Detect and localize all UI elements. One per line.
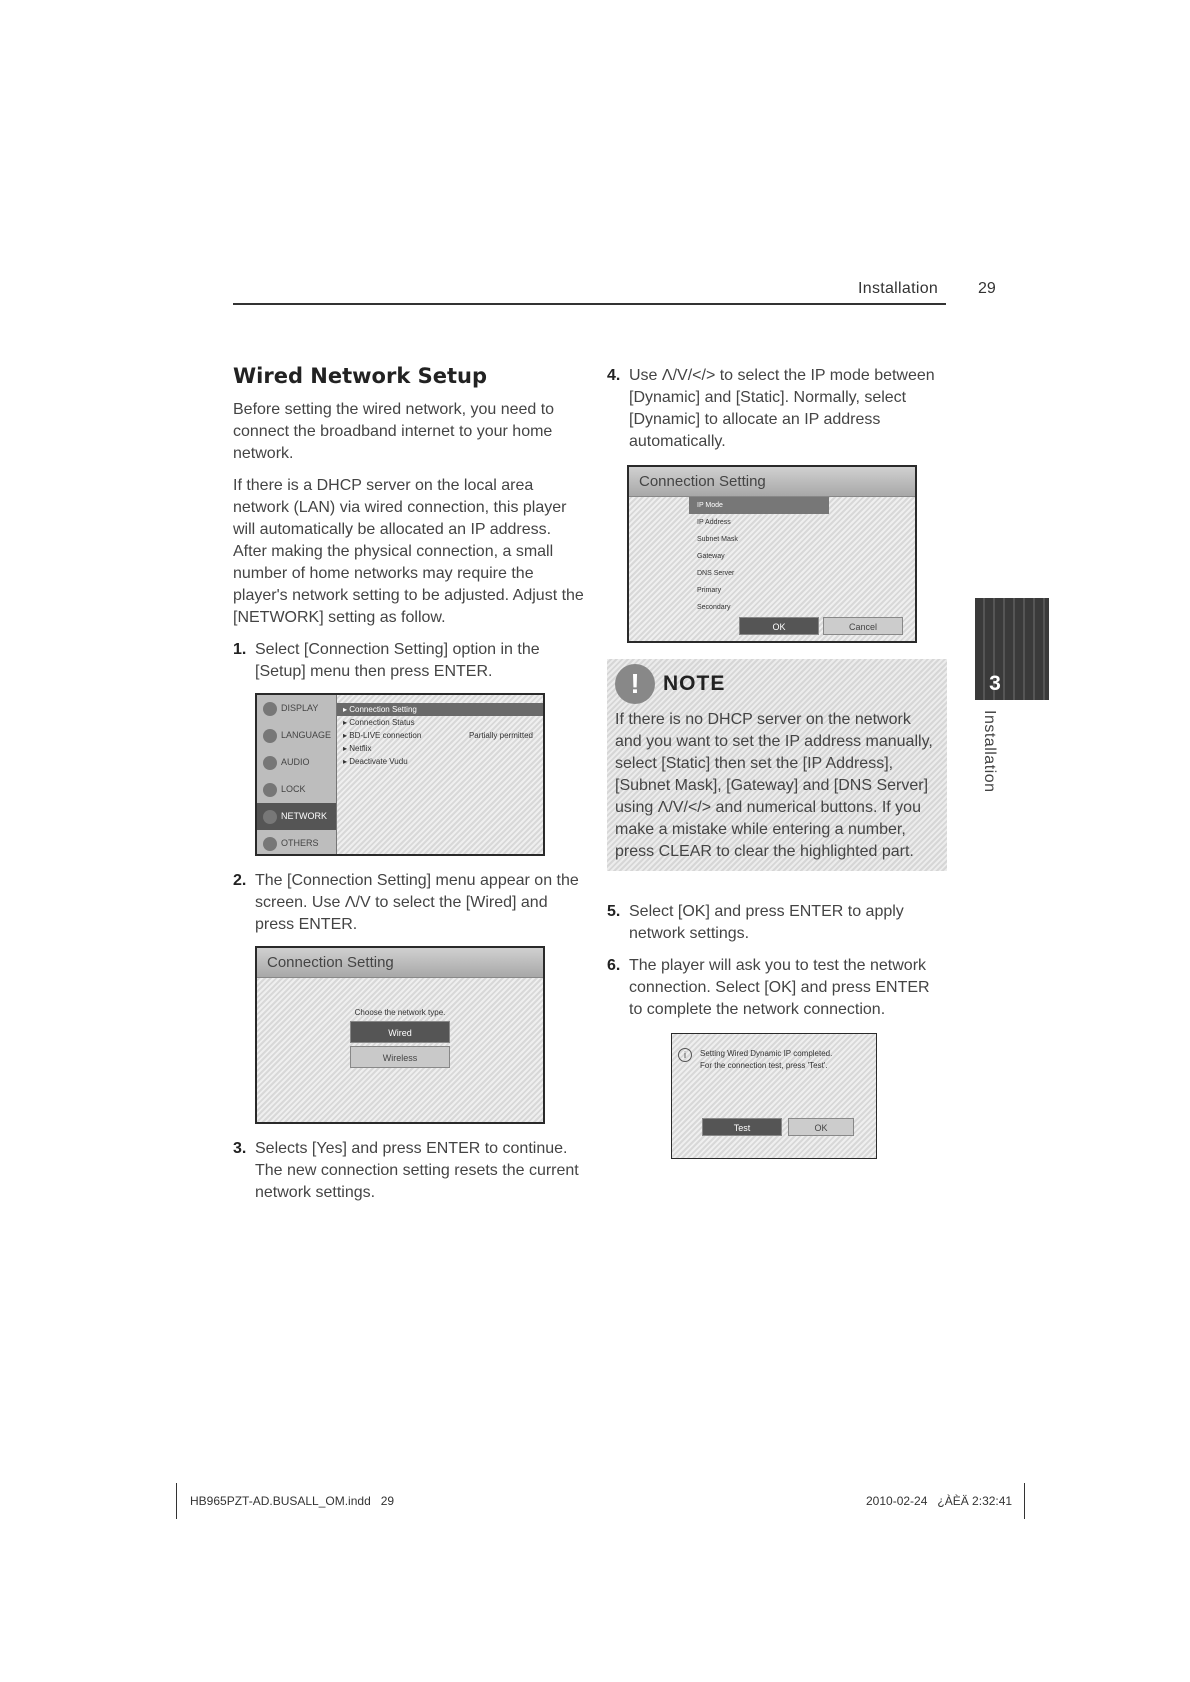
language-icon (263, 729, 277, 743)
menu-option: ▸ Connection Setting (337, 703, 543, 716)
network-type-prompt: Choose the network type. (354, 1008, 446, 1017)
wireless-option: Wireless (350, 1046, 450, 1068)
right-column (607, 365, 947, 1159)
footer-filename: HB965PZT-AD.BUSALL_OM.indd 29 (190, 1494, 395, 1508)
menu-option: ▸ Netflix (343, 744, 372, 753)
ip-setting-row: Subnet Mask (697, 536, 738, 543)
left-column (233, 365, 585, 1214)
screenshot-title: Connection Setting (629, 467, 915, 497)
test-button: Test (702, 1118, 782, 1136)
network-type-dialog (345, 1008, 455, 1076)
running-header-section: Installation (858, 280, 939, 297)
connection-type-screenshot (255, 946, 545, 1124)
footer-timestamp: 2010-02-24 ¿ÀÈÄ 2:32:41 (866, 1494, 1013, 1508)
ok-button: OK (788, 1118, 854, 1136)
ip-setting-screenshot (627, 465, 917, 643)
ip-setting-row: IP Address (697, 519, 731, 526)
note-text: If there is no DHCP server on the network and you want to set the IP address manually, select [Static] then set the [IP Address], [Subnet Mask], [Gateway] and [DNS Server] using Λ/V/</> and numerical buttons. If you make a mistake while entering a number, press CLEAR to clear the highlighted part. (615, 711, 933, 860)
test-dialog-message (672, 1034, 876, 1072)
step-4 (607, 365, 947, 453)
menu-item-display: DISPLAY (257, 695, 336, 722)
info-icon: i (678, 1048, 692, 1062)
setup-menu-options (337, 695, 543, 854)
menu-item-network: NETWORK (257, 803, 336, 830)
section-title: Wired Network Setup (233, 364, 488, 388)
menu-option: ▸ Connection Status (343, 718, 415, 727)
step-text: Selects [Yes] and press ENTER to continue. The new connection setting resets the current network settings. (255, 1140, 579, 1201)
step-number: 4. (607, 367, 621, 384)
page-number: 29 (978, 280, 996, 297)
step-number: 6. (607, 957, 621, 974)
test-dialog-buttons (702, 1118, 854, 1136)
note-box (607, 659, 947, 871)
menu-item-others: OTHERS (257, 830, 336, 856)
audio-icon (263, 756, 277, 770)
ip-setting-row: Primary (697, 587, 722, 594)
ip-setting-row: Gateway (697, 553, 725, 560)
test-dialog-line: Setting Wired Dynamic IP completed. (700, 1049, 833, 1058)
screenshot-title: Connection Setting (257, 948, 543, 978)
step-text: Select [Connection Setting] option in the [Setup] menu then press ENTER. (255, 641, 540, 680)
step-number: 3. (233, 1140, 247, 1157)
chapter-number: 3 (989, 672, 1001, 695)
exclamation-icon: ! (615, 664, 655, 704)
intro-paragraph-2: If there is a DHCP server on the local area network (LAN) via wired connection, this player will automatically be allocated an IP address. After making the physical connection, a small number of home networks may require the player's network setting to be adjusted. Adjust the [NETWORK] setting as follow. (233, 477, 584, 626)
setup-menu-screenshot (255, 693, 545, 856)
step-2 (233, 870, 585, 936)
connection-test-screenshot (671, 1033, 877, 1159)
lock-icon (263, 783, 277, 797)
step-5 (607, 901, 947, 945)
wired-option: Wired (350, 1021, 450, 1043)
ip-setting-row: Secondary (697, 604, 731, 611)
ip-setting-buttons (739, 617, 903, 635)
setup-menu-sidebar (257, 695, 337, 854)
footer-crop-mark (1024, 1483, 1025, 1519)
step-text: Use Λ/V/</> to select the IP mode between [Dynamic] and [Static]. Normally, select [Dynamic] to allocate an IP address automatically. (629, 367, 935, 450)
intro-paragraph-1: Before setting the wired network, you need to connect the broadband internet to your home network. (233, 401, 555, 462)
footer-crop-mark (176, 1483, 177, 1519)
step-text: The player will ask you to test the network connection. Select [OK] and press ENTER to complete the network connection. (629, 957, 930, 1018)
chapter-label (968, 710, 1028, 800)
menu-option: ▸ BD-LIVE connection Partially permitted (343, 731, 533, 740)
step-text: Select [OK] and press ENTER to apply network settings. (629, 903, 904, 942)
step-1 (233, 639, 585, 683)
step-number: 1. (233, 641, 247, 658)
chapter-label-text: Installation (981, 710, 998, 793)
network-icon (263, 810, 277, 824)
menu-item-audio: AUDIO (257, 749, 336, 776)
ok-button: OK (739, 617, 819, 635)
note-title: NOTE (663, 672, 726, 695)
step-text: The [Connection Setting] menu appear on the screen. Use Λ/V to select the [Wired] and press ENTER. (255, 872, 579, 933)
test-dialog-line: For the connection test, press 'Test'. (700, 1061, 828, 1070)
step-6 (607, 955, 947, 1021)
menu-item-lock: LOCK (257, 776, 336, 803)
display-icon (263, 702, 277, 716)
header-rule (233, 303, 946, 305)
step-number: 5. (607, 903, 621, 920)
menu-item-language: LANGUAGE (257, 722, 336, 749)
ip-setting-row: DNS Server (697, 570, 735, 577)
menu-option: ▸ Deactivate Vudu (343, 757, 408, 766)
note-header (615, 659, 937, 709)
cancel-button: Cancel (823, 617, 903, 635)
ip-setting-row: IP Mode (629, 497, 915, 514)
step-3 (233, 1138, 585, 1204)
others-icon (263, 837, 277, 851)
step-number: 2. (233, 872, 247, 889)
